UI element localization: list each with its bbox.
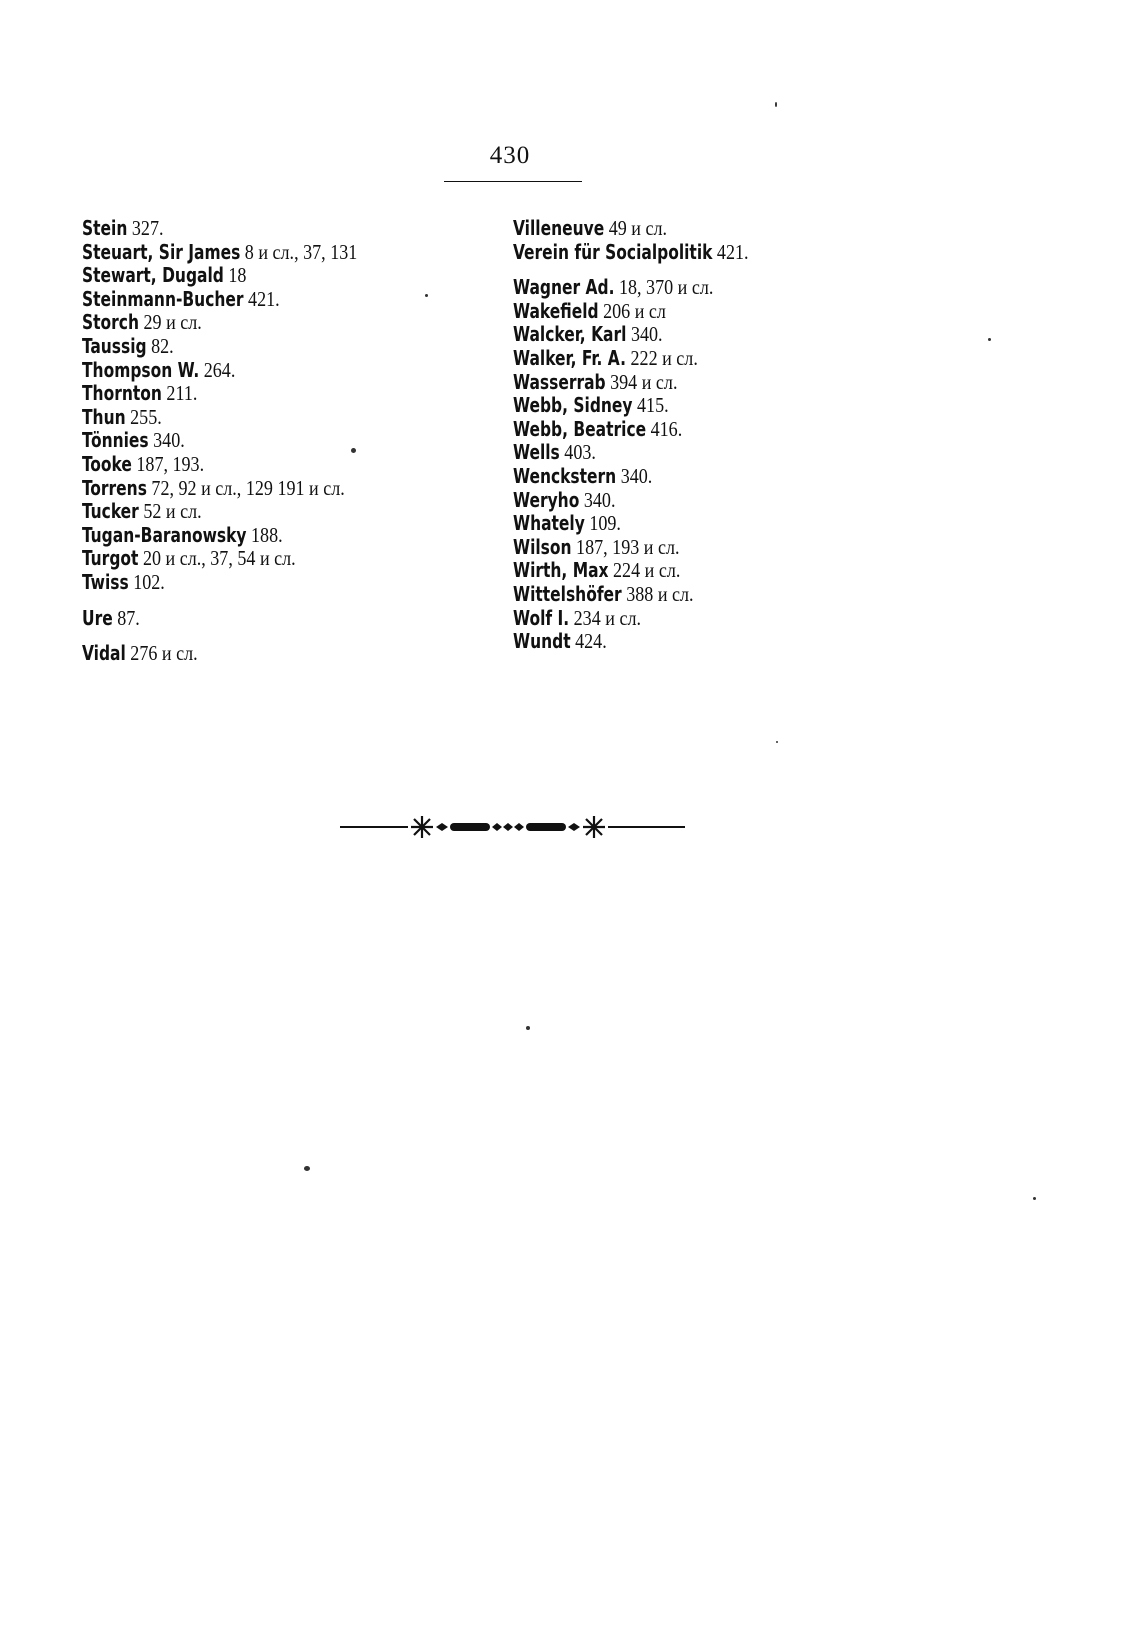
- index-entry: [82, 477, 443, 501]
- index-entry: [513, 347, 874, 371]
- index-entry-pages: 421.: [712, 239, 749, 264]
- section-gap: [82, 595, 502, 607]
- index-entry: [513, 371, 874, 395]
- scan-speck: [775, 102, 777, 107]
- index-entry-name: Storch: [82, 310, 140, 335]
- index-entry-name: Tucker: [82, 499, 139, 524]
- index-entry-name: Wirth, Max: [513, 558, 609, 583]
- page-number: 430: [489, 142, 531, 169]
- index-entry: [513, 217, 874, 241]
- index-entry-pages: 255.: [125, 404, 162, 429]
- index-entry: [82, 642, 443, 666]
- index-entry-pages: 388 и сл.: [621, 581, 694, 606]
- index-entry-pages: 188.: [246, 522, 283, 547]
- index-entry-pages: 276 и сл.: [125, 641, 198, 666]
- index-entry-pages: 340.: [579, 487, 616, 512]
- index-entry: [82, 288, 443, 312]
- index-entry: [513, 300, 874, 324]
- page-number-rule: [444, 181, 582, 182]
- index-entry-name: Stein: [82, 216, 128, 240]
- index-entry-pages: 187, 193.: [131, 451, 205, 476]
- index-entry-pages: 29 и сл.: [139, 310, 202, 335]
- index-entry-pages: 52 и сл.: [138, 499, 202, 524]
- index-entry: [82, 500, 443, 524]
- index-entry-pages: 224 и сл.: [608, 558, 681, 583]
- index-entry: [82, 241, 443, 265]
- index-entry-name: Webb, Beatrice: [513, 416, 647, 441]
- index-entry-name: Walcker, Karl: [513, 322, 627, 347]
- scan-speck: [526, 1026, 530, 1030]
- index-entry-pages: 87.: [112, 605, 140, 630]
- index-entry-name: Whately: [513, 511, 585, 536]
- index-entry-pages: 340.: [616, 463, 653, 488]
- index-entry-name: Torrens: [82, 475, 147, 500]
- index-entry: [82, 217, 443, 241]
- index-entry: [513, 607, 874, 631]
- index-entry-name: Webb, Sidney: [513, 393, 633, 418]
- index-entry-pages: 211.: [161, 381, 198, 406]
- index-entry: [82, 335, 443, 359]
- index-entry-pages: 187, 193 и сл.: [571, 534, 680, 559]
- index-entry: [82, 547, 443, 571]
- index-entry: [513, 241, 874, 265]
- index-entry-pages: 8 и сл., 37, 131: [240, 239, 358, 264]
- index-entry-name: Turgot: [82, 546, 139, 571]
- scan-speck: [1033, 1197, 1036, 1200]
- index-entry-pages: 82.: [146, 333, 174, 358]
- index-entry-name: Wakefield: [513, 298, 599, 323]
- index-entry-name: Wundt: [513, 629, 571, 654]
- index-entry: [513, 536, 874, 560]
- index-entry: [82, 429, 443, 453]
- index-entry: [82, 571, 443, 595]
- index-entry-pages: 327.: [127, 216, 164, 240]
- index-entry: [82, 359, 443, 383]
- index-entry-pages: 416.: [646, 416, 683, 441]
- index-entry-name: Tooke: [82, 451, 132, 476]
- index-entry-name: Tugan-Baranowsky: [82, 522, 247, 547]
- index-entry: [513, 465, 874, 489]
- end-ornament: [340, 812, 685, 842]
- index-entry: [513, 583, 874, 607]
- index-entry-name: Thun: [82, 404, 126, 429]
- index-entry: [513, 489, 874, 513]
- index-entry-name: Thompson W.: [82, 357, 200, 382]
- index-entry-name: Wagner Ad.: [513, 275, 615, 300]
- index-entry-name: Wilson: [513, 534, 572, 559]
- index-column-left: [82, 217, 502, 666]
- index-entry: [513, 630, 874, 654]
- scan-speck: [304, 1166, 310, 1171]
- index-column-right: [513, 217, 933, 654]
- index-entry-name: Verein für Socialpolitik: [513, 239, 713, 264]
- index-entry: [82, 524, 443, 548]
- index-entry-pages: 18, 370 и сл.: [614, 275, 714, 300]
- index-entry: [513, 276, 874, 300]
- index-entry-name: Thornton: [82, 381, 162, 406]
- index-entry-pages: 18: [223, 263, 247, 288]
- scan-speck: [351, 448, 356, 453]
- index-entry-name: Steuart, Sir James: [82, 239, 241, 264]
- index-entry-pages: 394 и сл.: [605, 369, 678, 394]
- index-entry-pages: 49 и сл.: [604, 216, 668, 240]
- index-entry-name: Ure: [82, 605, 113, 630]
- index-entry: [82, 453, 443, 477]
- index-entry-pages: 421.: [243, 286, 280, 311]
- scan-speck: [776, 741, 778, 743]
- index-entry: [82, 264, 443, 288]
- index-entry-name: Steinmann-Bucher: [82, 286, 244, 311]
- index-entry-name: Wenckstern: [513, 463, 617, 488]
- scan-speck: [988, 338, 991, 341]
- index-entry-name: Taussig: [82, 333, 147, 358]
- index-entry-pages: 340.: [626, 322, 663, 347]
- index-entry-name: Stewart, Dugald: [82, 263, 224, 288]
- index-entry-name: Wolf I.: [513, 605, 570, 630]
- index-entry-pages: 403.: [559, 440, 596, 465]
- index-entry: [82, 311, 443, 335]
- index-entry-name: Wittelshöfer: [513, 581, 622, 606]
- index-entry-pages: 102.: [128, 569, 165, 594]
- index-entry-name: Weryho: [513, 487, 580, 512]
- index-entry-name: Villeneuve: [513, 216, 605, 240]
- index-entry-name: Vidal: [82, 641, 126, 666]
- index-entry-pages: 424.: [570, 629, 607, 654]
- index-entry-name: Walker, Fr. A.: [513, 345, 626, 370]
- index-entry-pages: 222 и сл.: [625, 345, 698, 370]
- index-entry: [513, 323, 874, 347]
- index-entry-pages: 72, 92 и сл., 129 191 и сл.: [146, 475, 345, 500]
- index-entry: [82, 382, 443, 406]
- index-entry-pages: 234 и сл.: [569, 605, 641, 630]
- index-entry: [513, 559, 874, 583]
- index-entry-pages: 264.: [199, 357, 236, 382]
- index-entry-name: Tönnies: [82, 428, 149, 453]
- index-entry-pages: 20 и сл., 37, 54 и сл.: [138, 546, 296, 571]
- index-entry-pages: 340.: [148, 428, 185, 453]
- index-entry: [513, 418, 874, 442]
- index-entry: [82, 607, 443, 631]
- index-entry: [513, 394, 874, 418]
- index-entry: [513, 512, 874, 536]
- index-entry-name: Wasserrab: [513, 369, 606, 394]
- scan-speck: [425, 294, 428, 297]
- index-entry-pages: 206 и сл: [598, 298, 666, 323]
- index-entry-name: Wells: [513, 440, 560, 465]
- index-entry-name: Twiss: [82, 569, 129, 594]
- index-entry-pages: 415.: [632, 393, 669, 418]
- index-entry: [513, 441, 874, 465]
- index-entry-pages: 109.: [584, 511, 621, 536]
- index-entry: [82, 406, 443, 430]
